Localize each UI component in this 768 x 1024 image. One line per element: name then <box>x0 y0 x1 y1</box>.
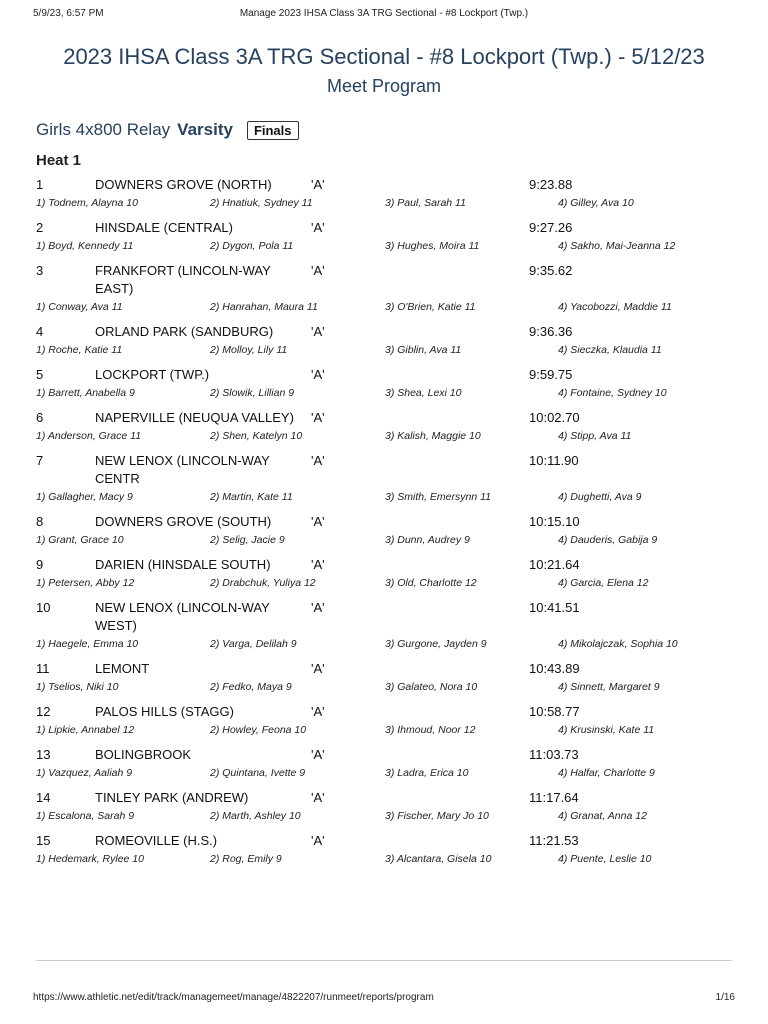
runner-list <box>36 301 736 313</box>
page-number: 1/16 <box>715 992 735 1003</box>
runner-name: 1) Conway, Ava 11 <box>36 301 123 313</box>
entry-time: 9:36.36 <box>529 324 573 339</box>
team-row <box>36 599 736 635</box>
entry-time: 10:02.70 <box>529 410 580 425</box>
entry-relay: 'A' <box>311 600 325 615</box>
result-entry <box>36 452 736 503</box>
runner-name: 4) Mikolajczak, Sophia 10 <box>558 638 678 650</box>
entry-relay: 'A' <box>311 790 325 805</box>
runner-name: 4) Granat, Anna 12 <box>558 810 647 822</box>
entry-team: DARIEN (HINSDALE SOUTH) <box>95 557 271 572</box>
runner-name: 4) Garcia, Elena 12 <box>558 577 649 589</box>
entry-time: 9:35.62 <box>529 263 573 278</box>
entry-place: 3 <box>36 263 44 278</box>
print-title: Manage 2023 IHSA Class 3A TRG Sectional - #8 Lockport (Twp.) <box>239 8 529 19</box>
runner-name: 1) Tselios, Niki 10 <box>36 681 119 693</box>
entry-relay: 'A' <box>311 177 325 192</box>
entry-team: LOCKPORT (TWP.) <box>95 367 210 382</box>
team-row <box>36 746 736 764</box>
result-entry <box>36 556 736 589</box>
team-row <box>36 262 736 298</box>
entry-team: NAPERVILLE (NEUQUA VALLEY) <box>95 410 294 425</box>
entry-time: 11:21.53 <box>529 833 579 848</box>
runner-name: 4) Sinnett, Margaret 9 <box>558 681 660 693</box>
result-entry <box>36 366 736 399</box>
result-entry <box>36 513 736 546</box>
runner-name: 2) Shen, Katelyn 10 <box>210 430 303 442</box>
entry-place: 13 <box>36 747 51 762</box>
entry-place: 15 <box>36 833 51 848</box>
runner-name: 2) Martin, Kate 11 <box>210 491 293 503</box>
runner-name: 3) Giblin, Ava 11 <box>385 344 462 356</box>
entry-relay: 'A' <box>311 661 325 676</box>
team-row <box>36 452 736 488</box>
result-entry <box>36 832 736 865</box>
result-entry <box>36 660 736 693</box>
results-list <box>36 176 736 875</box>
runner-list <box>36 638 736 650</box>
runner-list <box>36 577 736 589</box>
entry-relay: 'A' <box>311 833 325 848</box>
entry-time: 11:03.73 <box>529 747 579 762</box>
runner-name: 3) Hughes, Moira 11 <box>385 240 480 252</box>
entry-team: DOWNERS GROVE (SOUTH) <box>95 514 272 529</box>
entry-place: 2 <box>36 220 44 235</box>
runner-name: 1) Grant, Grace 10 <box>36 534 124 546</box>
runner-name: 4) Stipp, Ava 11 <box>558 430 632 442</box>
heat-title: Heat 1 <box>36 152 82 169</box>
runner-list <box>36 344 736 356</box>
runner-name: 3) Gurgone, Jayden 9 <box>385 638 487 650</box>
team-row <box>36 556 736 574</box>
runner-list <box>36 197 736 209</box>
runner-name: 2) Howley, Feona 10 <box>210 724 307 736</box>
runner-name: 2) Selig, Jacie 9 <box>210 534 285 546</box>
runner-name: 1) Escalona, Sarah 9 <box>36 810 135 822</box>
entry-place: 8 <box>36 514 44 529</box>
runner-name: 2) Fedko, Maya 9 <box>210 681 292 693</box>
runner-name: 4) Krusinski, Kate 11 <box>558 724 655 736</box>
runner-list <box>36 810 736 822</box>
print-header <box>33 8 735 22</box>
runner-list <box>36 491 736 503</box>
runner-list <box>36 534 736 546</box>
runner-name: 3) Ihmoud, Noor 12 <box>385 724 476 736</box>
entry-relay: 'A' <box>311 324 325 339</box>
runner-name: 4) Sieczka, Klaudia 11 <box>558 344 662 356</box>
runner-name: 2) Hnatiuk, Sydney 11 <box>210 197 313 209</box>
runner-name: 2) Marth, Ashley 10 <box>210 810 301 822</box>
entry-team: DOWNERS GROVE (NORTH) <box>95 177 272 192</box>
runner-name: 4) Dauderis, Gabija 9 <box>558 534 658 546</box>
runner-name: 3) Kalish, Maggie 10 <box>385 430 481 442</box>
team-row <box>36 789 736 807</box>
event-level: Varsity <box>177 120 233 139</box>
entry-relay: 'A' <box>311 747 325 762</box>
runner-name: 1) Todnem, Alayna 10 <box>36 197 138 209</box>
entry-relay: 'A' <box>311 367 325 382</box>
runner-name: 4) Yacobozzi, Maddie 11 <box>558 301 672 313</box>
entry-team: ROMEOVILLE (H.S.) <box>95 833 218 848</box>
runner-name: 1) Gallagher, Macy 9 <box>36 491 133 503</box>
team-row <box>36 366 736 384</box>
result-entry <box>36 323 736 356</box>
entry-team: ORLAND PARK (SANDBURG) <box>95 324 274 339</box>
runner-name: 1) Boyd, Kennedy 11 <box>36 240 134 252</box>
runner-list <box>36 681 736 693</box>
entry-time: 10:41.51 <box>529 600 580 615</box>
runner-list <box>36 387 736 399</box>
runner-name: 2) Molloy, Lily 11 <box>210 344 288 356</box>
runner-name: 1) Barrett, Anabella 9 <box>36 387 135 399</box>
team-row <box>36 409 736 427</box>
runner-name: 3) Alcantara, Gisela 10 <box>385 853 492 865</box>
team-row <box>36 323 736 341</box>
runner-name: 1) Vazquez, Aaliah 9 <box>36 767 133 779</box>
runner-list <box>36 853 736 865</box>
result-entry <box>36 703 736 736</box>
runner-name: 3) Fischer, Mary Jo 10 <box>385 810 489 822</box>
runner-name: 3) Galateo, Nora 10 <box>385 681 478 693</box>
entry-place: 9 <box>36 557 44 572</box>
meet-title: 2023 IHSA Class 3A TRG Sectional - #8 Lockport (Twp.) - 5/12/23 <box>63 44 705 69</box>
runner-name: 1) Hedemark, Rylee 10 <box>36 853 144 865</box>
runner-list <box>36 430 736 442</box>
team-row <box>36 832 736 850</box>
event-name: Girls 4x800 Relay <box>36 120 171 139</box>
entry-place: 12 <box>36 704 51 719</box>
entry-place: 4 <box>36 324 44 339</box>
event-header <box>36 120 299 140</box>
runner-name: 1) Petersen, Abby 12 <box>36 577 135 589</box>
entry-team: TINLEY PARK (ANDREW) <box>95 790 249 805</box>
entry-time: 11:17.64 <box>529 790 579 805</box>
entry-relay: 'A' <box>311 263 325 278</box>
entry-place: 5 <box>36 367 44 382</box>
runner-name: 2) Drabchuk, Yuliya 12 <box>210 577 316 589</box>
entry-place: 10 <box>36 600 51 615</box>
entry-time: 10:21.64 <box>529 557 580 572</box>
entry-time: 10:11.90 <box>529 453 579 468</box>
result-entry <box>36 409 736 442</box>
entry-relay: 'A' <box>311 557 325 572</box>
result-entry <box>36 599 736 650</box>
runner-name: 2) Slowik, Lillian 9 <box>210 387 295 399</box>
runner-name: 3) Smith, Emersynn 11 <box>385 491 492 503</box>
runner-name: 1) Anderson, Grace 11 <box>36 430 142 442</box>
runner-name: 4) Halfar, Charlotte 9 <box>558 767 655 779</box>
team-row <box>36 176 736 194</box>
runner-name: 2) Dygon, Pola 11 <box>210 240 294 252</box>
entry-relay: 'A' <box>311 220 325 235</box>
result-entry <box>36 219 736 252</box>
runner-name: 1) Haegele, Emma 10 <box>36 638 139 650</box>
entry-time: 9:27.26 <box>529 220 573 235</box>
runner-name: 1) Roche, Katie 11 <box>36 344 123 356</box>
team-row <box>36 703 736 721</box>
entry-team: NEW LENOX (LINCOLN-WAY WEST) <box>95 600 270 633</box>
entry-place: 6 <box>36 410 44 425</box>
runner-name: 3) Paul, Sarah 11 <box>385 197 466 209</box>
runner-name: 3) Dunn, Audrey 9 <box>385 534 470 546</box>
runner-name: 2) Hanrahan, Maura 11 <box>210 301 318 313</box>
runner-list <box>36 767 736 779</box>
runner-name: 4) Fontaine, Sydney 10 <box>558 387 667 399</box>
entry-relay: 'A' <box>311 410 325 425</box>
entry-place: 11 <box>36 661 50 676</box>
entry-team: HINSDALE (CENTRAL) <box>95 220 233 235</box>
runner-list <box>36 724 736 736</box>
team-row <box>36 513 736 531</box>
round-badge: Finals <box>247 121 299 140</box>
entry-time: 10:58.77 <box>529 704 580 719</box>
runner-name: 4) Gilley, Ava 10 <box>558 197 634 209</box>
runner-name: 4) Sakho, Mai-Jeanna 12 <box>558 240 676 252</box>
entry-team: LEMONT <box>95 661 150 676</box>
entry-time: 9:23.88 <box>529 177 573 192</box>
runner-name: 4) Dughetti, Ava 9 <box>558 491 642 503</box>
result-entry <box>36 176 736 209</box>
runner-list <box>36 240 736 252</box>
runner-name: 3) Shea, Lexi 10 <box>385 387 462 399</box>
runner-name: 3) O'Brien, Katie 11 <box>385 301 476 313</box>
runner-name: 4) Puente, Leslie 10 <box>558 853 652 865</box>
entry-team: NEW LENOX (LINCOLN-WAY CENTR <box>95 453 270 486</box>
runner-name: 2) Varga, Delilah 9 <box>210 638 297 650</box>
footer-divider <box>36 960 732 961</box>
result-entry <box>36 789 736 822</box>
entry-relay: 'A' <box>311 704 325 719</box>
entry-place: 14 <box>36 790 51 805</box>
entry-time: 10:43.89 <box>529 661 580 676</box>
entry-place: 7 <box>36 453 44 468</box>
entry-team: FRANKFORT (LINCOLN-WAY EAST) <box>95 263 271 296</box>
team-row <box>36 219 736 237</box>
entry-place: 1 <box>36 177 44 192</box>
result-entry <box>36 746 736 779</box>
entry-team: PALOS HILLS (STAGG) <box>95 704 234 719</box>
entry-time: 9:59.75 <box>529 367 573 382</box>
entry-team: BOLINGBROOK <box>95 747 192 762</box>
runner-name: 2) Rog, Emily 9 <box>210 853 282 865</box>
print-date: 5/9/23, 6:57 PM <box>33 8 104 19</box>
runner-name: 3) Ladra, Erica 10 <box>385 767 469 779</box>
entry-relay: 'A' <box>311 514 325 529</box>
result-entry <box>36 262 736 313</box>
print-url: https://www.athletic.net/edit/track/managemeet/manage/4822207/runmeet/reports/program <box>33 992 434 1003</box>
team-row <box>36 660 736 678</box>
runner-name: 2) Quintana, Ivette 9 <box>210 767 306 779</box>
runner-name: 1) Lipkie, Annabel 12 <box>36 724 135 736</box>
meet-subtitle: Meet Program <box>326 76 442 96</box>
entry-time: 10:15.10 <box>529 514 580 529</box>
runner-name: 3) Old, Charlotte 12 <box>385 577 477 589</box>
entry-relay: 'A' <box>311 453 325 468</box>
